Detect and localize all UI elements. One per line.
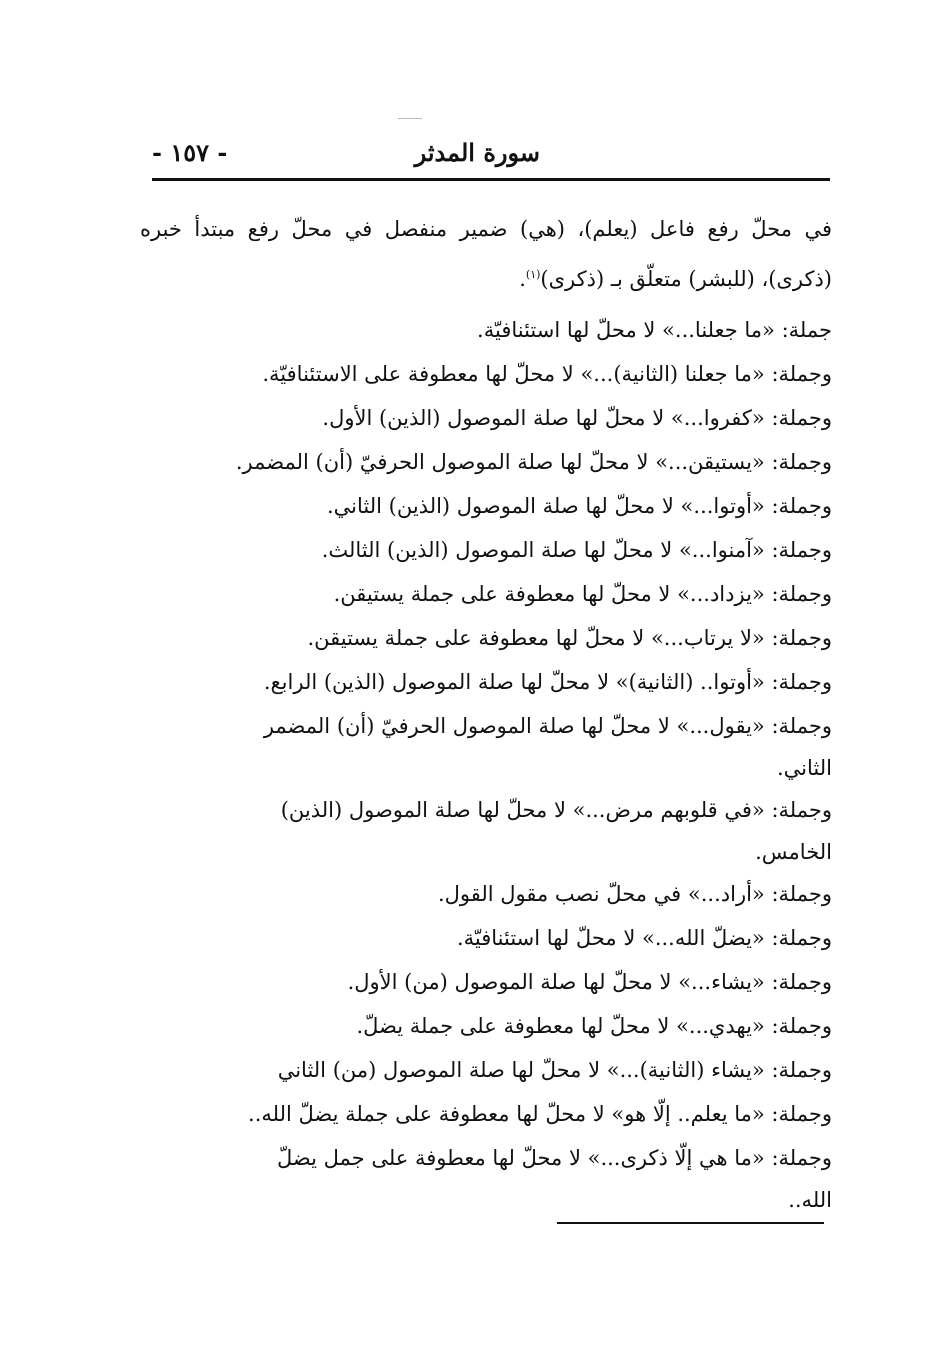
list-item: وجملة: «أوتوا.. (الثانية)» لا محلّ لها صلة الموصول (الذين) الرابع.	[263, 670, 832, 694]
scan-speck	[398, 118, 422, 119]
intro-paragraph	[140, 206, 832, 302]
footnote-ref: (١)	[525, 268, 541, 281]
intro-text: في محلّ رفع فاعل (يعلم)، (هي) ضمير منفصل في محلّ رفع مبتدأ خبره (ذكرى)، (للبشر) متعلّق بـ (ذكرى)	[140, 217, 832, 291]
intro-end: .	[519, 267, 526, 291]
list-item: وجملة: «يزداد...» لا محلّ لها معطوفة على جملة يستيقن.	[333, 582, 832, 606]
list-item-text: وجملة: «يقول...» لا محلّ لها صلة الموصول الحرفيّ (أن) المضمر	[263, 714, 832, 738]
sentence-analysis-list	[140, 308, 832, 1220]
list-item: وجملة: «يشاء...» لا محلّ لها صلة الموصول (من) الأول.	[347, 970, 832, 994]
list-item-continuation: الخامس.	[755, 840, 832, 864]
list-item: وجملة: «ما جعلنا (الثانية)...» لا محلّ لها معطوفة على الاستئنافيّة.	[262, 362, 832, 386]
list-item: جملة: «ما جعلنا...» لا محلّ لها استئنافيّة.	[477, 318, 832, 342]
list-item: وجملة: «ما يعلم.. إلّا هو» لا محلّ لها معطوفة على جملة يضلّ الله..	[248, 1102, 832, 1126]
surah-title: سورة المدثر	[414, 138, 540, 167]
list-item-continuation: الله..	[788, 1188, 832, 1212]
list-item-text: وجملة: «في قلوبهم مرض...» لا محلّ لها صلة الموصول (الذين)	[280, 798, 832, 822]
list-item: وجملة: «أوتوا...» لا محلّ لها صلة الموصول (الذين) الثاني.	[326, 494, 832, 518]
list-item	[140, 1136, 832, 1220]
header-rule	[152, 178, 830, 181]
list-item	[140, 788, 832, 872]
page-number: - ١٥٧ -	[152, 138, 228, 167]
list-item: وجملة: «يشاء (الثانية)...» لا محلّ لها صلة الموصول (من) الثاني	[277, 1058, 832, 1082]
footnote-separator	[557, 1222, 824, 1224]
list-item: وجملة: «أراد...» في محلّ نصب مقول القول.	[437, 882, 832, 906]
list-item: وجملة: «يستيقن...» لا محلّ لها صلة الموصول الحرفيّ (أن) المضمر.	[235, 450, 832, 474]
list-item: وجملة: «يهدي...» لا محلّ لها معطوفة على جملة يضلّ.	[356, 1014, 832, 1038]
list-item: وجملة: «لا يرتاب...» لا محلّ لها معطوفة على جملة يستيقن.	[307, 626, 832, 650]
list-item	[140, 704, 832, 788]
list-item: وجملة: «كفروا...» لا محلّ لها صلة الموصول (الذين) الأول.	[322, 406, 832, 430]
list-item: وجملة: «يضلّ الله...» لا محلّ لها استئنافيّة.	[456, 926, 832, 950]
page-header	[152, 138, 830, 178]
list-item-text: وجملة: «ما هي إلّا ذكرى...» لا محلّ لها معطوفة على جمل يضلّ	[277, 1146, 832, 1170]
list-item: وجملة: «آمنوا...» لا محلّ لها صلة الموصول (الذين) الثالث.	[321, 538, 832, 562]
list-item-continuation: الثاني.	[777, 756, 832, 780]
